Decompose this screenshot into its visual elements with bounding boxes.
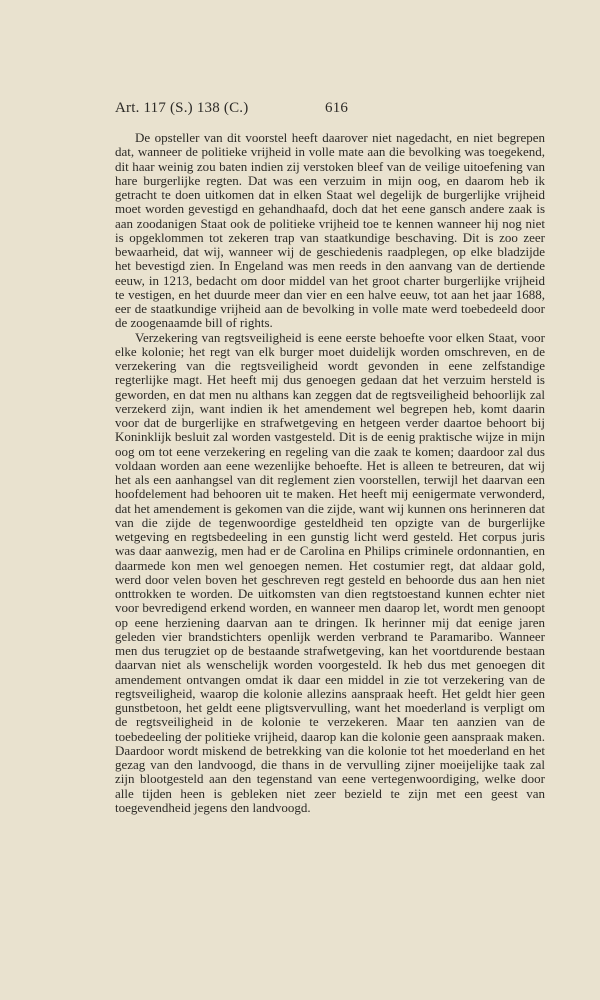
paragraph-2: Verzekering van regtsveiligheid is eene eerste behoefte voor elken Staat, voor elke kolonie; het regt van elk burger moet duidelijk worden omschreven, en de verzekering van die regtsveiligheid wordt gevonden in eene zelfstandige regterlijke magt. Het heeft mij dus genoegen gedaan dat het verzuim hersteld is geworden, en dat men nu althans kan zeggen dat de regtsveiligheid behoorlijk zal verzekerd zijn, want indien ik het amendement wel begrepen heb, komt daarin voor dat de burgerlijke en strafwetgeving en hetgeen verder daartoe behoort bij Koninklijk besluit zal worden vastgesteld. Dit is de eenig praktische wijze in mijn oog om tot eene verzekering en regeling van die zaak te komen; daardoor zal dus voldaan worden aan eene wezenlijke behoefte. Het is alleen te betreuren, dat wij het als een aanhangsel van dit reglement zien voorstellen, terwijl het daarvan een hoofdelement had behooren uit te maken. Het heeft mij eenigermate verwonderd, dat het amendement is gekomen van die zijde, want wij kunnen ons herinneren dat van die zijde de tegenwoordige gesteldheid ten opzigte van de burgerlijke wetgeving en regtsbedeeling in een gunstig licht werd gesteld. Het corpus juris was daar aanwezig, men had er de Carolina en Philips criminele ordonnantien, en daarmede kon men wel genoegen nemen. Het costumier regt, dat aldaar gold, werd door velen boven het geschreven regt gesteld en behoorde dus aan hen niet onttrokken te worden. De uitkomsten van dien regtstoestand kunnen echter niet voor bevredigend erkend worden, en wanneer men daarop let, wordt men genoopt op eene herziening daarvan aan te dringen. Ik herinner mij dat eenige jaren geleden vier brandstichters openlijk werden verbrand te Paramaribo. Wanneer men dus terugziet op de bestaande strafwetgeving, kan het voortdurende bestaan daarvan niet als wenschelijk worden voorgesteld. Ik heb dus met genoegen dit amendement ontvangen omdat ik daar een middel in zie tot verzekering van de regtsveiligheid, waarop die kolonie allezins aanspraak heeft. Het geldt hier geen gunstbetoon, het geldt eene pligtsvervulling, want het moederland is verpligt om de regtsveiligheid in de kolonie te verzekeren. Maar ten aanzien van de toebedeeling der politieke vrijheid, daarop kan die kolonie geen aanspraak maken. Daardoor wordt miskend de betrekking van die kolonie tot het moederland en het gezag van den landvoogd, die thans in de vervulling zijner moeijelijke taak zal zijn blootgesteld aan den tegenstand van eene vertegenwoordiging, welke door alle tijden heen is gebleken niet zeer bezield te zijn met een geest van toegevendheid jegens den landvoogd. <box>115 329 545 815</box>
article-reference: Art. 117 (S.) 138 (C.) <box>115 100 249 116</box>
page-number: 616 <box>325 100 349 116</box>
body-text <box>115 131 545 815</box>
paragraph-1: De opsteller van dit voorstel heeft daarover niet nagedacht, en niet begrepen dat, wanneer de politieke vrijheid in volle mate aan die bevolking was toegekend, dit haar weinig zou baten indien zij verstoken bleef van de veilige uitoefening van hare burgerlijke regten. Dat was een verzuim in mijn oog, en daarom heb ik getracht te doen uitkomen dat in elken Staat wel degelijk de burgerlijke vrijheid moet worden gevestigd en gehandhaafd, doch dat het eene gansch andere zaak is aan zoodanigen Staat ook de politieke vrijheid toe te kennen wanneer hij nog niet is opgeklommen tot zekeren trap van staatkundige beschaving. Dit is zoo zeer bewaarheid, dat wij, wanneer wij de geschiedenis raadplegen, op elke bladzijde het bevestigd zien. In Engeland was men reeds in den aanvang van de dertiende eeuw, in 1213, bedacht om door middel van het groot charter burgerlijke vrijheid te vestigen, en het duurde meer dan vier en een halve eeuw, tot aan het jaar 1688, eer de staatkundige vrijheid aan de bevolking in volle mate werd toebedeeld door de zoogenaamde bill of rights. <box>115 130 545 331</box>
